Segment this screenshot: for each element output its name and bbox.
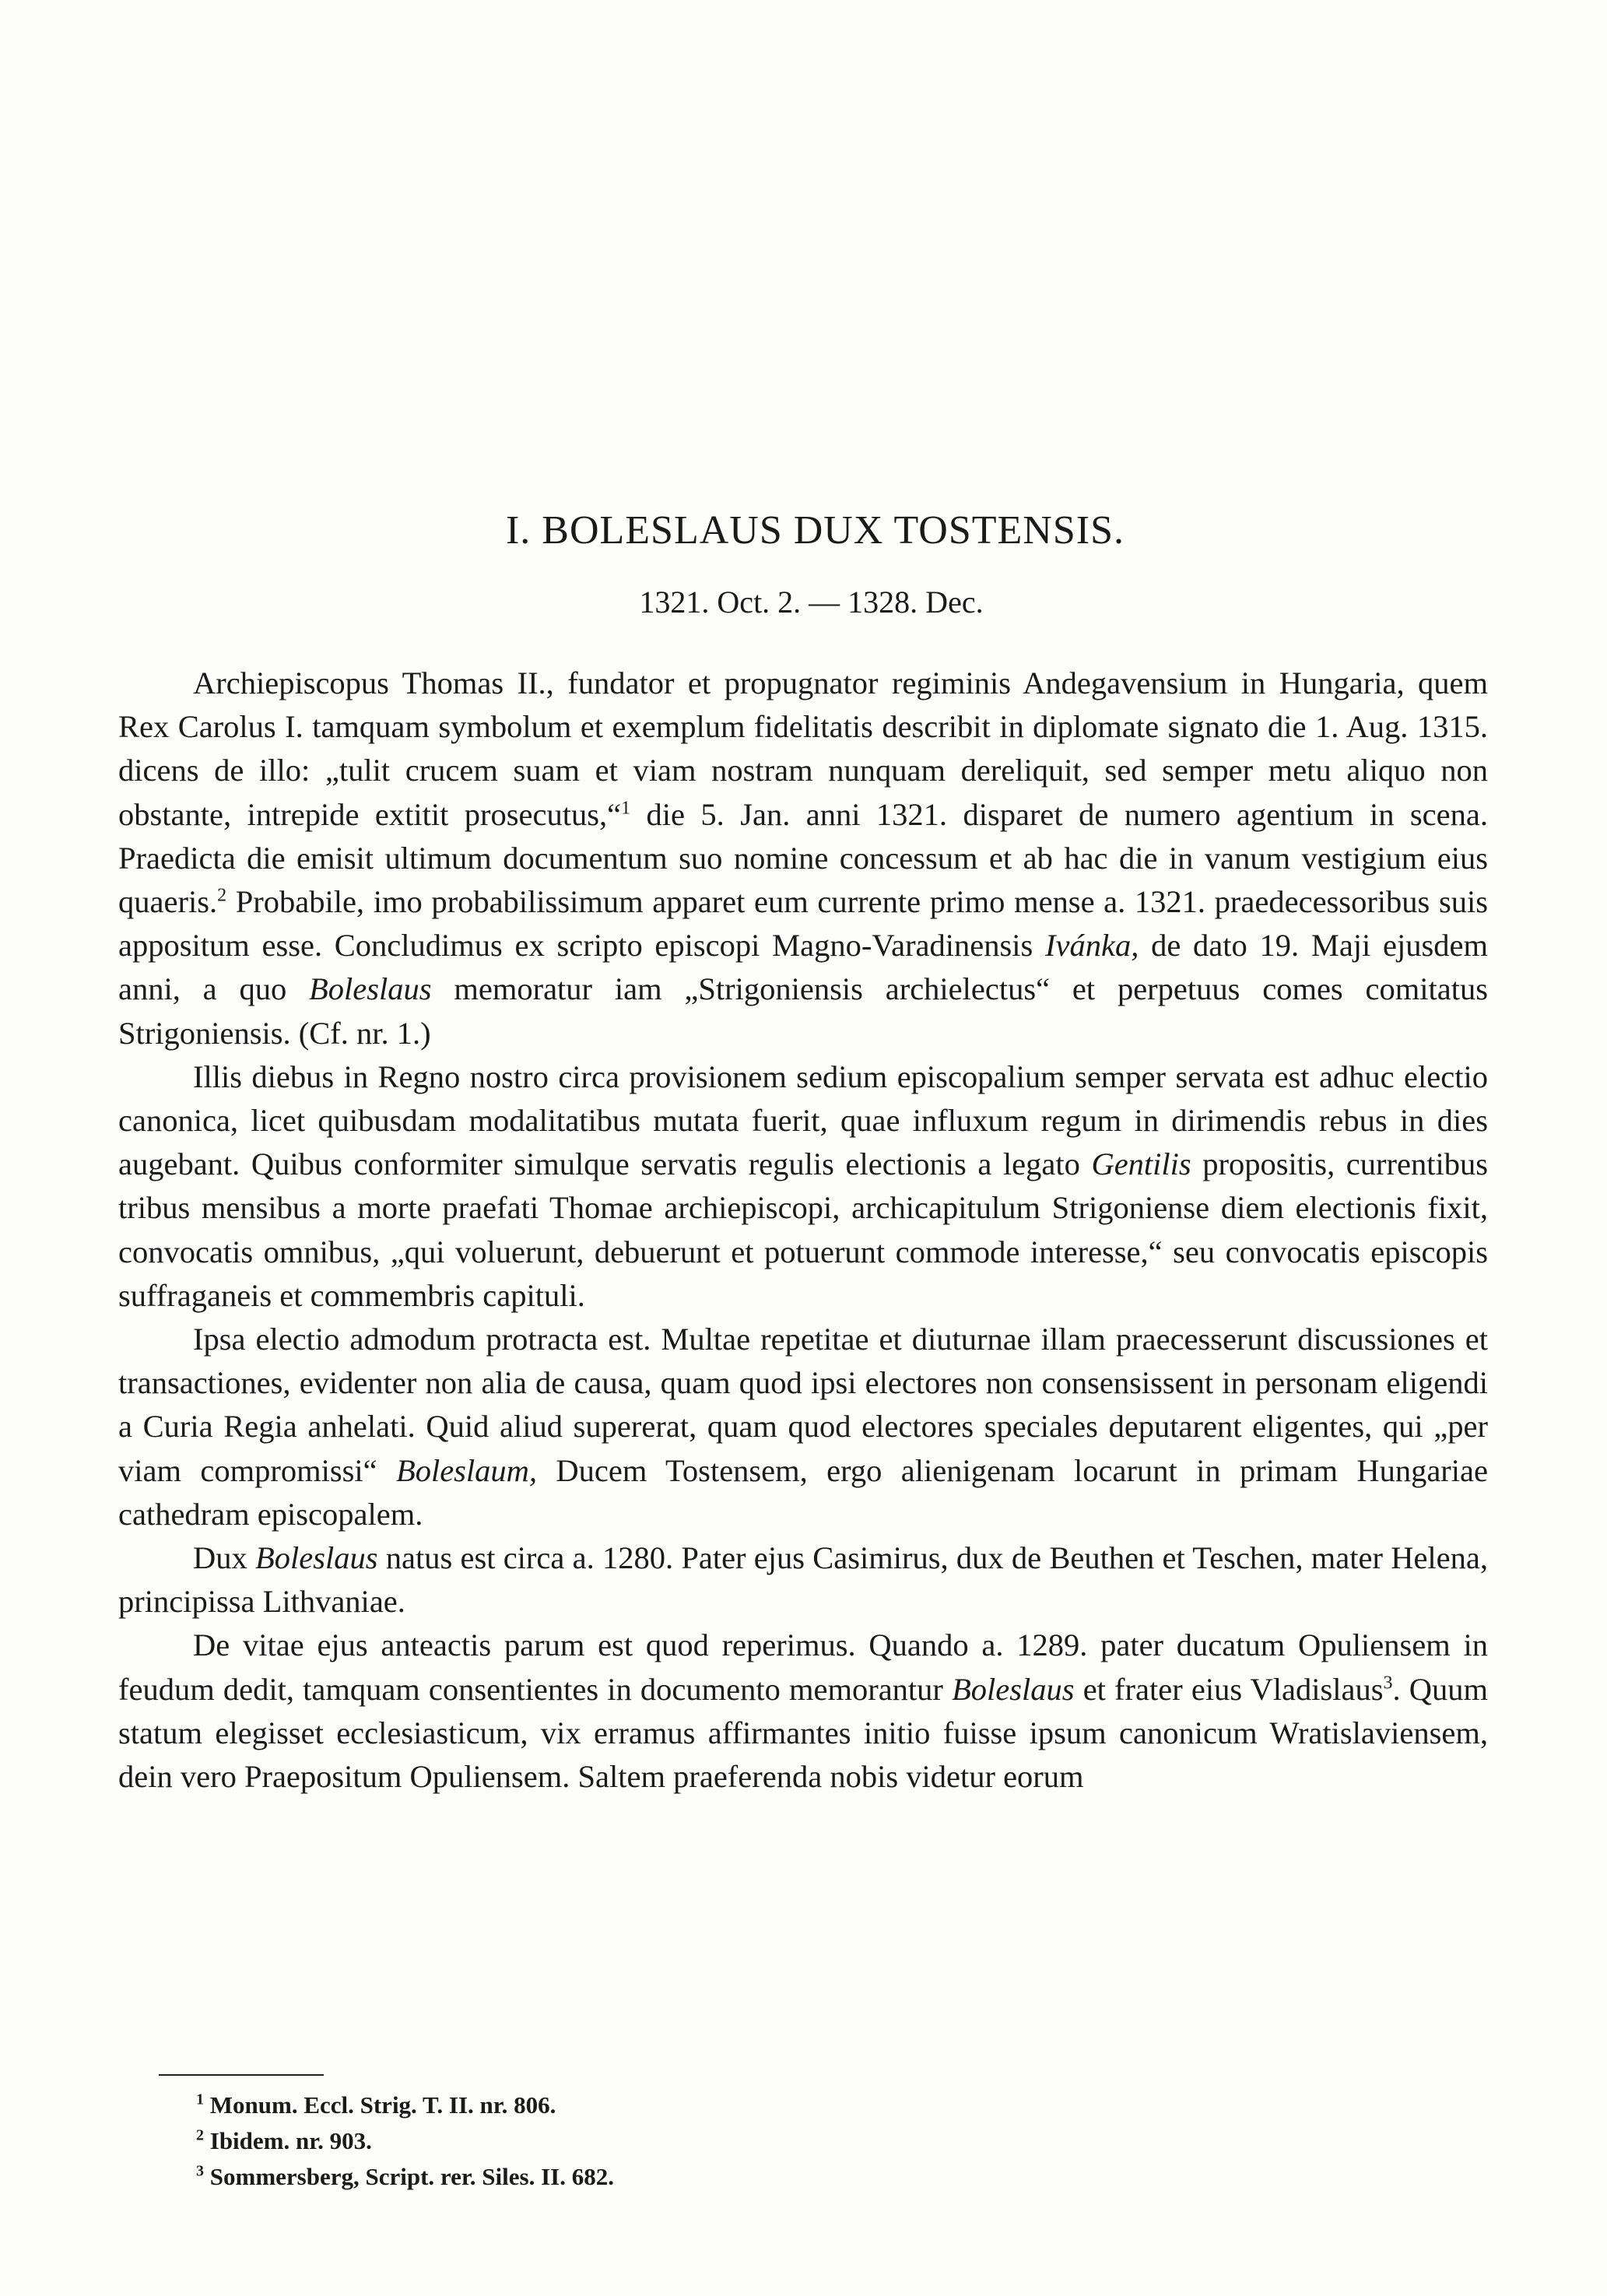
paragraph — [118, 1318, 1488, 1536]
body-text — [118, 662, 1488, 1799]
text-run: De vitae ejus anteactis parum est quod reperimus. Quando a. 1289. pater ducatum Opuliensem in feudum dedit, tamquam consentientes in documento memorantur — [118, 1627, 1488, 1707]
footnote-text: Ibidem. nr. 903. — [204, 2127, 372, 2154]
text-run: . Quum statum elegisset ecclesiasticum, vix erramus affirmantes initio fuisse ipsum canonicum Wratislaviensem, dein vero Praepositum Opuliensem. Saltem praeferenda nobis videtur eorum — [118, 1671, 1488, 1795]
text-run: Illis diebus in Regno nostro circa provisionem sedium episcopalium semper servata est adhuc electio canonica, licet quibusdam modalitatibus mutata fuerit, quae influxum regum in dirimendis rebus in dies augebant. Quibus conformiter simulque servatis regulis electionis a legato — [118, 1058, 1488, 1182]
footnote-text: Sommersberg, Script. rer. Siles. II. 682. — [204, 2163, 614, 2190]
italic-name: Boleslaum, — [395, 1452, 538, 1488]
footnote-ref: 2 — [217, 885, 227, 906]
text-run: propositis, currentibus tribus mensibus a morte praefati Thomae archiepiscopi, archicapitulum Strigoniense diem electionis fixit, convocatis omnibus, „qui voluerunt, debuerunt et potuerunt commode interesse,“ seu convocatis episcopis suffraganeis et commembris capituli. — [118, 1146, 1488, 1313]
paragraph — [118, 1624, 1488, 1799]
footnote-number: 2 — [196, 2126, 204, 2144]
paragraph — [118, 662, 1488, 1055]
text-run: Archiepiscopus Thomas II., fundator et propugnator regiminis Andegavensium in Hungaria, quem Rex Carolus I. tamquam symbolum et exemplum fidelitatis describit in diplomate signato die 1. Aug. 1315. dicens de illo: „tulit crucem suam et viam nostram nunquam dereliquit, sed semper metu aliquo non obstante, intrepide extitit prosecutus,“ — [118, 665, 1488, 832]
footnote-number: 1 — [196, 2091, 204, 2108]
text-run: natus est circa a. 1280. Pater ejus Casimirus, dux de Beuthen et Teschen, mater Helena, principissa Lithvaniae. — [118, 1540, 1488, 1620]
footnote-separator — [159, 2074, 324, 2076]
italic-name: Gentilis — [1091, 1146, 1191, 1182]
footnotes — [196, 2087, 1286, 2195]
text-run: memoratur iam „Strigoniensis archielectus“ et perpetuus comes comitatus Strigoniensis. (Cf. nr. 1.) — [118, 971, 1488, 1051]
chapter-dates: 1321. Oct. 2. — 1328. Dec. — [639, 585, 984, 620]
footnote-ref: 1 — [621, 798, 631, 819]
italic-name: Ivánka, — [1045, 928, 1139, 964]
italic-name: Boleslaus — [309, 971, 432, 1007]
footnote — [196, 2123, 1286, 2159]
italic-name: Boleslaus — [255, 1540, 378, 1576]
text-run: Ducem Tostensem, ergo alienigenam locarunt in primam Hungariae cathedram episcopalem. — [118, 1452, 1488, 1532]
footnote — [196, 2087, 1286, 2123]
text-run: Ipsa electio admodum protracta est. Multae repetitae et diuturnae illam praecesserunt discussiones et transactiones, evidenter non alia de causa, quam quod ipsi electores non consensissent in personam eligendi a Curia Regia anhelati. Quid aliud supererat, quam quod electores speciales deputarent eligentes, qui „per viam compromissi“ — [118, 1322, 1488, 1488]
text-run: Dux — [193, 1540, 255, 1576]
paragraph — [118, 1536, 1488, 1624]
footnote-ref: 3 — [1383, 1673, 1393, 1694]
footnote-number: 3 — [196, 2162, 204, 2180]
footnote — [196, 2159, 1286, 2195]
text-run: Probabile, imo probabilissimum apparet eum currente primo mense a. 1321. praedecessoribus suis appositum esse. Concludimus ex scripto episcopi Magno-Varadinensis — [118, 884, 1488, 964]
italic-name: Boleslaus — [952, 1671, 1075, 1707]
text-run: die 5. Jan. anni 1321. disparet de numero agentium in scena. Praedicta die emisit ultimum documentum suo nomine concessum et ab hac die in vanum vestigium eius quaeris. — [118, 796, 1488, 920]
text-run: de dato 19. Maji ejusdem anni, a quo — [118, 928, 1488, 1007]
footnote-text: Monum. Eccl. Strig. T. II. nr. 806. — [204, 2091, 556, 2119]
chapter-title: I. BOLESLAUS DUX TOSTENSIS. — [505, 508, 1125, 553]
paragraph — [118, 1055, 1488, 1318]
text-run: et frater eius Vladislaus — [1074, 1671, 1384, 1707]
